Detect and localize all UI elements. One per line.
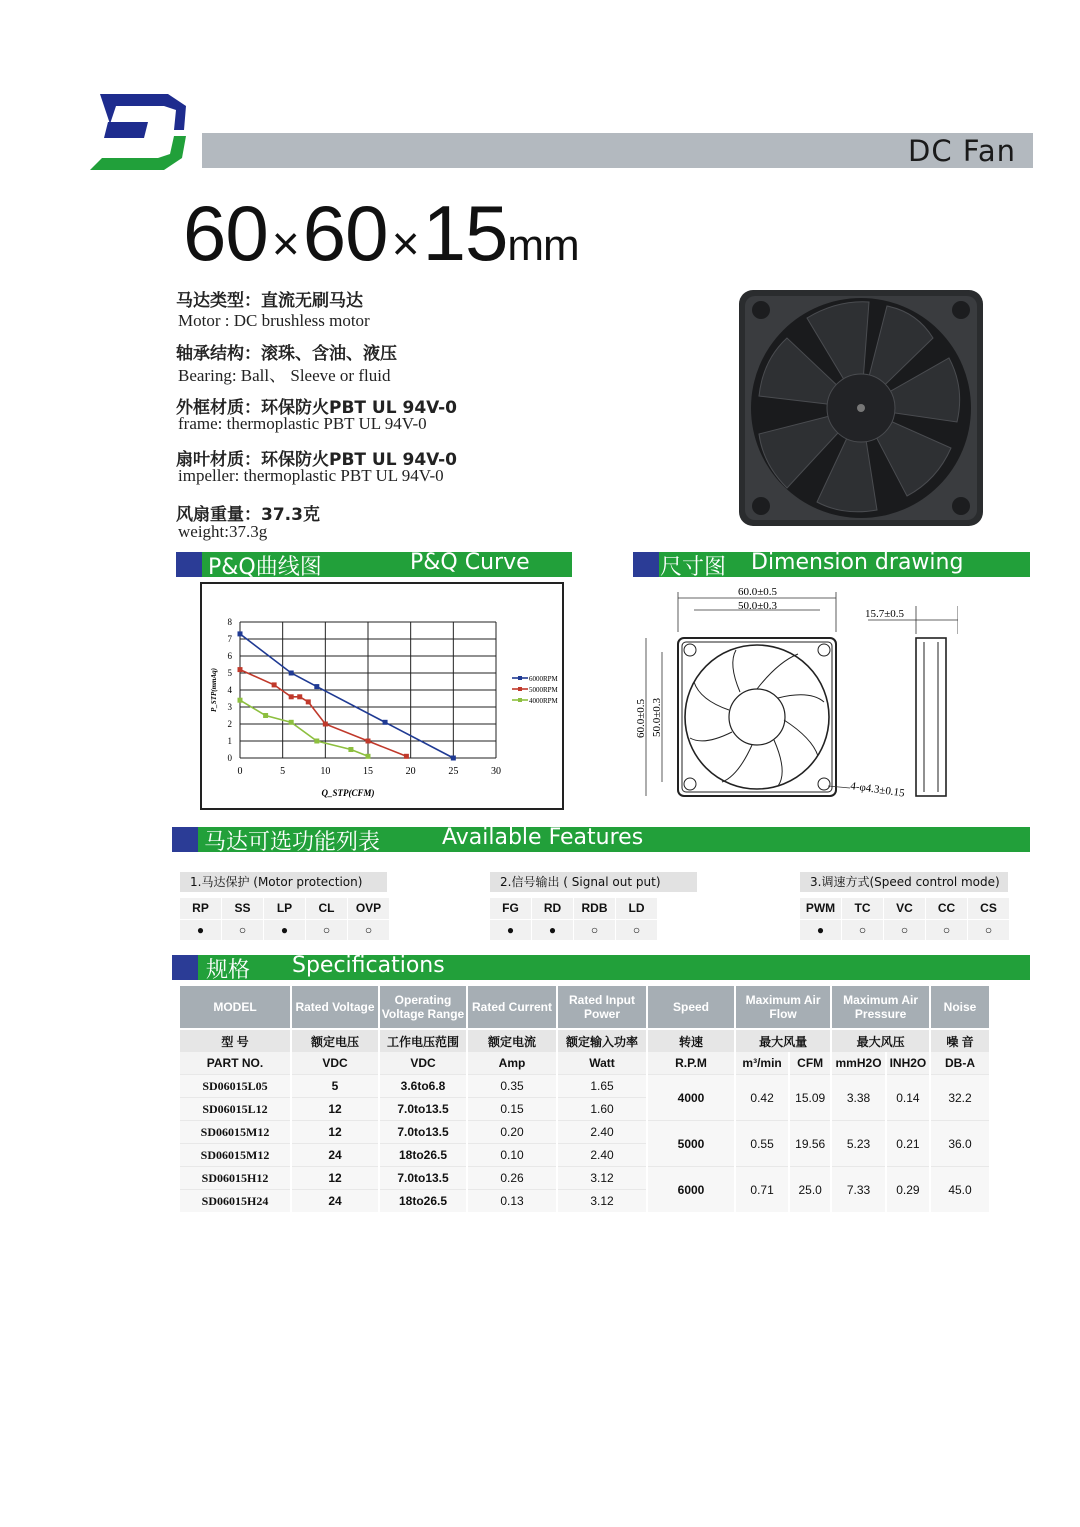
table-row <box>180 1075 990 1098</box>
feature-availability-mark: ○ <box>348 920 389 940</box>
feature-availability-mark: ● <box>264 920 305 940</box>
cell-voltage-range: 7.0to13.5 <box>379 1121 467 1144</box>
section-bar-pq <box>176 550 572 580</box>
col-air-flow: Maximum Air Flow <box>735 986 831 1029</box>
cn-noise: 噪 音 <box>930 1029 990 1052</box>
data-point <box>263 713 268 718</box>
unit-rpm: R.P.M <box>647 1052 735 1075</box>
series-line <box>240 634 453 758</box>
y-tick-label: 8 <box>227 617 232 627</box>
cell-voltage-range: 7.0to13.5 <box>379 1098 467 1121</box>
cn-air-pressure: 最大风压 <box>831 1029 930 1052</box>
y-tick-label: 7 <box>227 634 232 644</box>
unit-vdc-range: VDC <box>379 1052 467 1075</box>
feature-option <box>264 898 306 940</box>
cell-air-flow-cfm: 19.56 <box>789 1121 831 1167</box>
feature-group-grid <box>800 898 1010 940</box>
cell-air-flow-cfm: 15.09 <box>789 1075 831 1121</box>
x-tick-label: 30 <box>491 766 501 777</box>
cell-air-flow-cfm: 25.0 <box>789 1167 831 1213</box>
cn-rated-power: 额定输入功率 <box>557 1029 647 1052</box>
dim-title-cn: 尺寸图 <box>660 555 727 580</box>
x-tick-label: 5 <box>280 766 286 777</box>
cell-rated-voltage: 5 <box>291 1075 379 1098</box>
cn-air-flow: 最大风量 <box>735 1029 831 1052</box>
features-title-en: Available Features <box>442 825 644 850</box>
col-noise: Noise <box>930 986 990 1029</box>
cell-air-flow-m3: 0.42 <box>735 1075 789 1121</box>
document-type: DC Fan <box>908 134 1016 168</box>
legend-label: 5000RPM <box>529 686 558 694</box>
feature-label: LD <box>616 898 657 920</box>
feature-group-title: 3.调速方式(Speed control mode) <box>800 872 1008 892</box>
feature-option <box>180 898 222 940</box>
feature-option <box>532 898 574 940</box>
feature-label: TC <box>842 898 883 920</box>
dim-depth: 15.7±0.5 <box>865 608 905 620</box>
feature-group-grid <box>180 898 390 940</box>
feature-label: LP <box>264 898 305 920</box>
feature-label: RDB <box>574 898 615 920</box>
feature-availability-mark: ● <box>800 920 841 940</box>
cell-rated-voltage: 24 <box>291 1190 379 1213</box>
cell-rated-current: 0.35 <box>467 1075 557 1098</box>
feature-availability-mark: ○ <box>968 920 1009 940</box>
feature-availability-mark: ○ <box>574 920 615 940</box>
product-size-title: 60×60×15mm <box>183 189 579 277</box>
cell-model: SD06015L12 <box>180 1098 291 1121</box>
feature-group-grid <box>490 898 658 940</box>
feature-availability-mark: ○ <box>926 920 967 940</box>
data-point <box>289 720 294 725</box>
cell-model: SD06015H12 <box>180 1167 291 1190</box>
cell-speed: 4000 <box>647 1075 735 1121</box>
dimension-drawing <box>628 582 958 804</box>
feature-label: SS <box>222 898 263 920</box>
unit-part-no: PART NO. <box>180 1052 291 1075</box>
feature-availability-mark: ○ <box>222 920 263 940</box>
spec-weight-cn: 风扇重量：37.3克 <box>176 505 320 525</box>
col-rated-power: Rated Input Power <box>557 986 647 1029</box>
x-tick-label: 20 <box>405 766 416 777</box>
col-operating-range: Operating Voltage Range <box>379 986 467 1029</box>
data-point <box>272 682 277 687</box>
feature-label: RP <box>180 898 221 920</box>
cell-pressure-inh2o: 0.21 <box>886 1121 930 1167</box>
table-row <box>180 1121 990 1144</box>
cell-noise: 45.0 <box>930 1167 990 1213</box>
feature-option <box>490 898 532 940</box>
spec-impeller-en: impeller: thermoplastic PBT UL 94V-0 <box>178 466 444 485</box>
feature-label: PWM <box>800 898 841 920</box>
y-tick-label: 6 <box>227 651 232 661</box>
section-bar-dimension <box>633 550 1030 580</box>
feature-label: CC <box>926 898 967 920</box>
section-bar-features <box>172 825 1030 855</box>
spec-motor-cn: 马达类型：直流无刷马达 <box>176 291 363 311</box>
feature-option <box>222 898 264 940</box>
data-point <box>383 720 388 725</box>
cn-model: 型 号 <box>180 1029 291 1052</box>
feature-availability-mark: ○ <box>884 920 925 940</box>
data-point <box>289 694 294 699</box>
col-speed: Speed <box>647 986 735 1029</box>
cell-voltage-range: 18to26.5 <box>379 1144 467 1167</box>
y-tick-label: 5 <box>227 668 232 678</box>
cell-rated-current: 0.15 <box>467 1098 557 1121</box>
dim-mounting-holes: 4-φ4.3±0.15 <box>849 780 906 800</box>
unit-mmh2o: mmH2O <box>831 1052 886 1075</box>
feature-group-title: 2.信号输出 ( Signal out put) <box>490 872 697 892</box>
cell-model: SD06015L05 <box>180 1075 291 1098</box>
unit-m3min: m³/min <box>735 1052 789 1075</box>
cell-pressure-mmh2o: 3.38 <box>831 1075 886 1121</box>
fan-photo <box>737 288 985 528</box>
cell-noise: 32.2 <box>930 1075 990 1121</box>
unit-cfm: CFM <box>789 1052 831 1075</box>
legend-marker <box>518 687 522 691</box>
cell-pressure-mmh2o: 7.33 <box>831 1167 886 1213</box>
legend-marker <box>518 698 522 702</box>
legend-label: 4000RPM <box>529 697 558 705</box>
features-title-cn: 马达可选功能列表 <box>204 830 381 855</box>
y-tick-label: 3 <box>227 702 232 712</box>
x-tick-label: 10 <box>320 766 331 777</box>
cell-pressure-inh2o: 0.29 <box>886 1167 930 1213</box>
unit-amp: Amp <box>467 1052 557 1075</box>
cell-rated-current: 0.13 <box>467 1190 557 1213</box>
cell-speed: 5000 <box>647 1121 735 1167</box>
feature-label: CS <box>968 898 1009 920</box>
dim-inner-width: 50.0±0.3 <box>738 600 778 612</box>
cell-pressure-mmh2o: 5.23 <box>831 1121 886 1167</box>
col-air-pressure: Maximum Air Pressure <box>831 986 930 1029</box>
col-model: MODEL <box>180 986 291 1029</box>
cell-rated-voltage: 24 <box>291 1144 379 1167</box>
specifications-table <box>180 986 991 1212</box>
cell-rated-power: 1.65 <box>557 1075 647 1098</box>
data-point <box>238 631 243 636</box>
feature-option <box>800 898 842 940</box>
cell-voltage-range: 3.6to6.8 <box>379 1075 467 1098</box>
cell-pressure-inh2o: 0.14 <box>886 1075 930 1121</box>
feature-group-title: 1.马达保护 (Motor protection) <box>180 872 387 892</box>
spec-frame-cn: 外框材质：环保防火PBT UL 94V-0 <box>176 398 457 418</box>
spec-bearing-en: Bearing: Ball、 Sleeve or fluid <box>178 366 391 385</box>
pq-chart <box>202 584 562 808</box>
y-tick-label: 1 <box>227 736 232 746</box>
cn-operating-range: 工作电压范围 <box>379 1029 467 1052</box>
specs-title-cn: 规格 <box>206 958 251 983</box>
dim-outer-height: 60.0±0.5 <box>635 698 647 738</box>
cell-rated-current: 0.26 <box>467 1167 557 1190</box>
legend-label: 6000RPM <box>529 675 558 683</box>
cell-noise: 36.0 <box>930 1121 990 1167</box>
feature-option <box>348 898 390 940</box>
cell-voltage-range: 7.0to13.5 <box>379 1167 467 1190</box>
cell-rated-current: 0.10 <box>467 1144 557 1167</box>
feature-availability-mark: ● <box>490 920 531 940</box>
feature-option <box>884 898 926 940</box>
cell-rated-current: 0.20 <box>467 1121 557 1144</box>
feature-option <box>306 898 348 940</box>
col-rated-current: Rated Current <box>467 986 557 1029</box>
feature-availability-mark: ○ <box>306 920 347 940</box>
data-point <box>238 667 243 672</box>
feature-label: RD <box>532 898 573 920</box>
cell-model: SD06015M12 <box>180 1144 291 1167</box>
cell-rated-voltage: 12 <box>291 1098 379 1121</box>
company-logo <box>86 92 190 172</box>
cell-rated-voltage: 12 <box>291 1167 379 1190</box>
unit-watt: Watt <box>557 1052 647 1075</box>
cell-rated-power: 3.12 <box>557 1190 647 1213</box>
x-tick-label: 0 <box>237 766 243 777</box>
unit-dba: DB-A <box>930 1052 990 1075</box>
cell-model: SD06015M12 <box>180 1121 291 1144</box>
cn-rated-voltage: 额定电压 <box>291 1029 379 1052</box>
data-point <box>306 699 311 704</box>
cell-speed: 6000 <box>647 1167 735 1213</box>
feature-label: FG <box>490 898 531 920</box>
feature-option <box>574 898 616 940</box>
dim-title-en: Dimension drawing <box>751 550 964 575</box>
x-tick-label: 25 <box>448 766 459 777</box>
cell-model: SD06015H24 <box>180 1190 291 1213</box>
feature-label: VC <box>884 898 925 920</box>
table-header-cn <box>180 1029 990 1052</box>
data-point <box>297 694 302 699</box>
data-point <box>366 739 371 744</box>
table-row <box>180 1167 990 1190</box>
data-point <box>238 698 243 703</box>
y-tick-label: 2 <box>227 719 232 729</box>
data-point <box>348 747 353 752</box>
cell-voltage-range: 18to26.5 <box>379 1190 467 1213</box>
cell-rated-power: 2.40 <box>557 1121 647 1144</box>
cell-rated-power: 3.12 <box>557 1167 647 1190</box>
feature-availability-mark: ○ <box>842 920 883 940</box>
col-rated-voltage: Rated Voltage <box>291 986 379 1029</box>
spec-motor-en: Motor : DC brushless motor <box>178 311 370 330</box>
unit-inh2o: INH2O <box>886 1052 930 1075</box>
dim-outer-width: 60.0±0.5 <box>738 586 778 598</box>
table-header-units <box>180 1052 990 1075</box>
spec-frame-en: frame: thermoplastic PBT UL 94V-0 <box>178 414 427 433</box>
spec-impeller-cn: 扇叶材质：环保防火PBT UL 94V-0 <box>176 450 457 470</box>
data-point <box>314 684 319 689</box>
cell-rated-voltage: 12 <box>291 1121 379 1144</box>
feature-availability-mark: ○ <box>616 920 657 940</box>
feature-availability-mark: ● <box>532 920 573 940</box>
table-header-en <box>180 986 990 1029</box>
section-bar-specs <box>172 953 1030 983</box>
spec-weight-en: weight:37.3g <box>178 522 268 541</box>
x-axis-label: Q_STP(CFM) <box>321 788 375 798</box>
data-point <box>404 754 409 759</box>
feature-availability-mark: ● <box>180 920 221 940</box>
cell-rated-power: 2.40 <box>557 1144 647 1167</box>
data-point <box>366 754 371 759</box>
feature-option <box>616 898 658 940</box>
cn-speed: 转速 <box>647 1029 735 1052</box>
y-axis-label: P_STP(mmAq) <box>210 668 218 712</box>
unit-vdc: VDC <box>291 1052 379 1075</box>
y-tick-label: 4 <box>227 685 232 695</box>
x-tick-label: 15 <box>363 766 373 777</box>
feature-label: OVP <box>348 898 389 920</box>
legend-marker <box>518 676 522 680</box>
data-point <box>451 756 456 761</box>
specs-title-en: Specifications <box>292 953 445 978</box>
feature-option <box>968 898 1010 940</box>
pq-title-en: P&Q Curve <box>410 550 530 575</box>
feature-option <box>842 898 884 940</box>
pq-title-cn: P&Q曲线图 <box>208 555 322 580</box>
cn-rated-current: 额定电流 <box>467 1029 557 1052</box>
data-point <box>314 739 319 744</box>
cell-air-flow-m3: 0.55 <box>735 1121 789 1167</box>
cell-air-flow-m3: 0.71 <box>735 1167 789 1213</box>
data-point <box>323 722 328 727</box>
dim-inner-height: 50.0±0.3 <box>651 697 663 737</box>
data-point <box>289 671 294 676</box>
pq-chart-frame <box>200 582 564 810</box>
cell-rated-power: 1.60 <box>557 1098 647 1121</box>
feature-option <box>926 898 968 940</box>
spec-bearing-cn: 轴承结构：滚珠、含油、液压 <box>176 344 397 364</box>
feature-label: CL <box>306 898 347 920</box>
y-tick-label: 0 <box>227 753 232 763</box>
